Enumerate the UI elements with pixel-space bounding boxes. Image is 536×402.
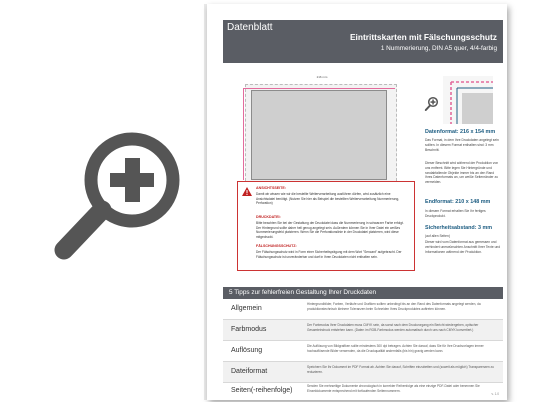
page-number: v. 1.0 bbox=[491, 392, 499, 396]
safety-line-left bbox=[243, 88, 244, 180]
tips-value: Die Auflösung von Bildgrafiken sollte mindestens 300 dpi betragen. Achten Sie darauf, dass Sie für Ihre Druckvorlagen immer hochauflösende Bilder verwenden, da die Druckqualität andernfalls (bis hin) gravig werden kann. bbox=[307, 344, 484, 353]
tips-row bbox=[223, 381, 503, 400]
tips-header bbox=[223, 287, 503, 299]
datenformat-heading: Datenformat: 216 x 154 mm bbox=[425, 129, 496, 135]
tips-value: Senden Sie mehrseitige Dokumente chronologisch in korrekter Reihenfolge als eine einzige PDF-Datei oder benennen Sie Einzeldokumente entsprechend mit fortlaufenden Seitennummern. bbox=[307, 384, 480, 393]
warning-text-faelschung: Der Fälschungsschutz wird in Form einer Sicherheitsprägung mit dem Wort "Sencant" aufgebracht. Der Fälschungsschutz ist unveränderbar und darf in Ihren Druckdaten nicht enthalten sein. bbox=[256, 250, 402, 259]
tips-key: Allgemein bbox=[231, 305, 262, 312]
magnifier-handle bbox=[64, 210, 102, 250]
sicherheit-subheading: (auf allen Seiten) bbox=[425, 234, 450, 238]
datenformat-text-2: Dieser Beschnitt wird während der Produktion von uns entfernt. Bitte legen Sie Hintergründe und randabfallende Objekte immer bis an den Rand Ihres Datenformats an, um weiße Seitenränder zu vermeiden. bbox=[425, 161, 499, 185]
tips-value: Hintergrundbilder, Farben, Verläufe und Grafiken sollten unbedingt bis an den Rand des Datenformats angelegt werden, da produktionstechnisch kleinere Toleranzen beim Schneiden Ihres Druckproduktes auftreten können. bbox=[307, 302, 481, 311]
drawing-dimension-top: 216 mm bbox=[316, 75, 328, 79]
warning-heading-druckdatei: DRUCKDATEI: bbox=[256, 215, 281, 219]
header-title: Eintrittskarten mit Fälschungsschutz bbox=[349, 32, 497, 42]
tips-value: Der Farbmodus Ihrer Druckdaten muss CMYK sein, da sonst nach dem Druckvorgang ein Bericht wiedergeben, optischer Gesamteindruck entstehen kann. (Daten im RGB-Farbmodus werden automatisch durch uns nach CMYK konvertiert.) bbox=[307, 323, 479, 332]
endformat-text: In diesem Format erhalten Sie Ihr fertiges Druckprodukt. bbox=[425, 209, 486, 218]
endformat-heading: Endformat: 210 x 148 mm bbox=[425, 199, 491, 205]
datasheet-header bbox=[223, 20, 503, 63]
warning-heading-ansicht: ANSICHTSSEITE: bbox=[256, 186, 286, 190]
tips-key: Dateiformat bbox=[231, 368, 268, 375]
tips-row bbox=[223, 320, 503, 341]
tips-value: Speichern Sie Ihr Dokument im PDF Format ab. Achten Sie darauf, Schriften einzubetten und (soweit als möglich) Transparenzen zu reduzieren. bbox=[307, 365, 494, 374]
header-label: Datenblatt bbox=[227, 22, 273, 33]
warning-heading-faelschung: FÄLSCHUNGSSCHUTZ: bbox=[256, 244, 297, 248]
zoom-in-icon[interactable] bbox=[50, 118, 200, 268]
header-subtitle: 1 Nummerierung, DIN A5 quer, 4/4-farbig bbox=[380, 45, 497, 52]
zoom-detail-icon bbox=[424, 96, 440, 112]
final-format-area bbox=[251, 90, 387, 180]
plus-horizontal bbox=[110, 173, 154, 187]
tips-key: Auflösung bbox=[231, 347, 263, 354]
tips-key: Seiten(-reihenfolge) bbox=[231, 387, 293, 394]
datasheet-page bbox=[207, 4, 507, 400]
tips-row bbox=[223, 341, 503, 362]
warning-text-ansicht: Damit wir wissen wie wir die bestellte Weiterverarbeitung ausführen dürfen, wird zusätzlich eine Ansichtsdatei benötigt. (Nutzen Sie hier als Beispiel die bestellten Weiterverarbeitung Nummerierung, Perforation) bbox=[256, 192, 400, 206]
tips-row bbox=[223, 299, 503, 320]
tips-title: 5 Tipps zur fehlerfreien Gestaltung Ihrer Druckdaten bbox=[229, 289, 377, 296]
warning-icon bbox=[242, 187, 252, 196]
warning-text-druckdatei: Bitte beachten Sie bei der Gestaltung der Druckdatei dass die Nummerierung in schwarzer Farbe erfolgt. Der Hintergrund sollte daher hell genug angelegt sein. Außerdem können Sie in Ihrer Datei ein weißes Nummerierungsfeld platzieren. Wenn Sie die Perforationslinie in der Druckdatei platzieren, wird diese mitgedruckt. bbox=[256, 221, 404, 239]
tips-key: Farbmodus bbox=[231, 326, 267, 333]
tips-row bbox=[223, 362, 503, 383]
corner-detail bbox=[443, 76, 493, 124]
safety-line-top bbox=[243, 88, 395, 89]
sicherheit-text: Dieser wird vom Datenformat aus gemessen und verhindert unerwünschten Anschnitt Ihrer Texte und Informationen während der Produktion. bbox=[425, 240, 501, 254]
datenformat-text: Das Format, in dem Ihre Druckdaten angelegt sein sollten. In diesem Format enthalten sind: 3 mm Beschnitt. bbox=[425, 138, 499, 152]
warning-box bbox=[237, 181, 415, 271]
sicherheit-heading: Sicherheitsabstand: 3 mm bbox=[425, 225, 493, 231]
